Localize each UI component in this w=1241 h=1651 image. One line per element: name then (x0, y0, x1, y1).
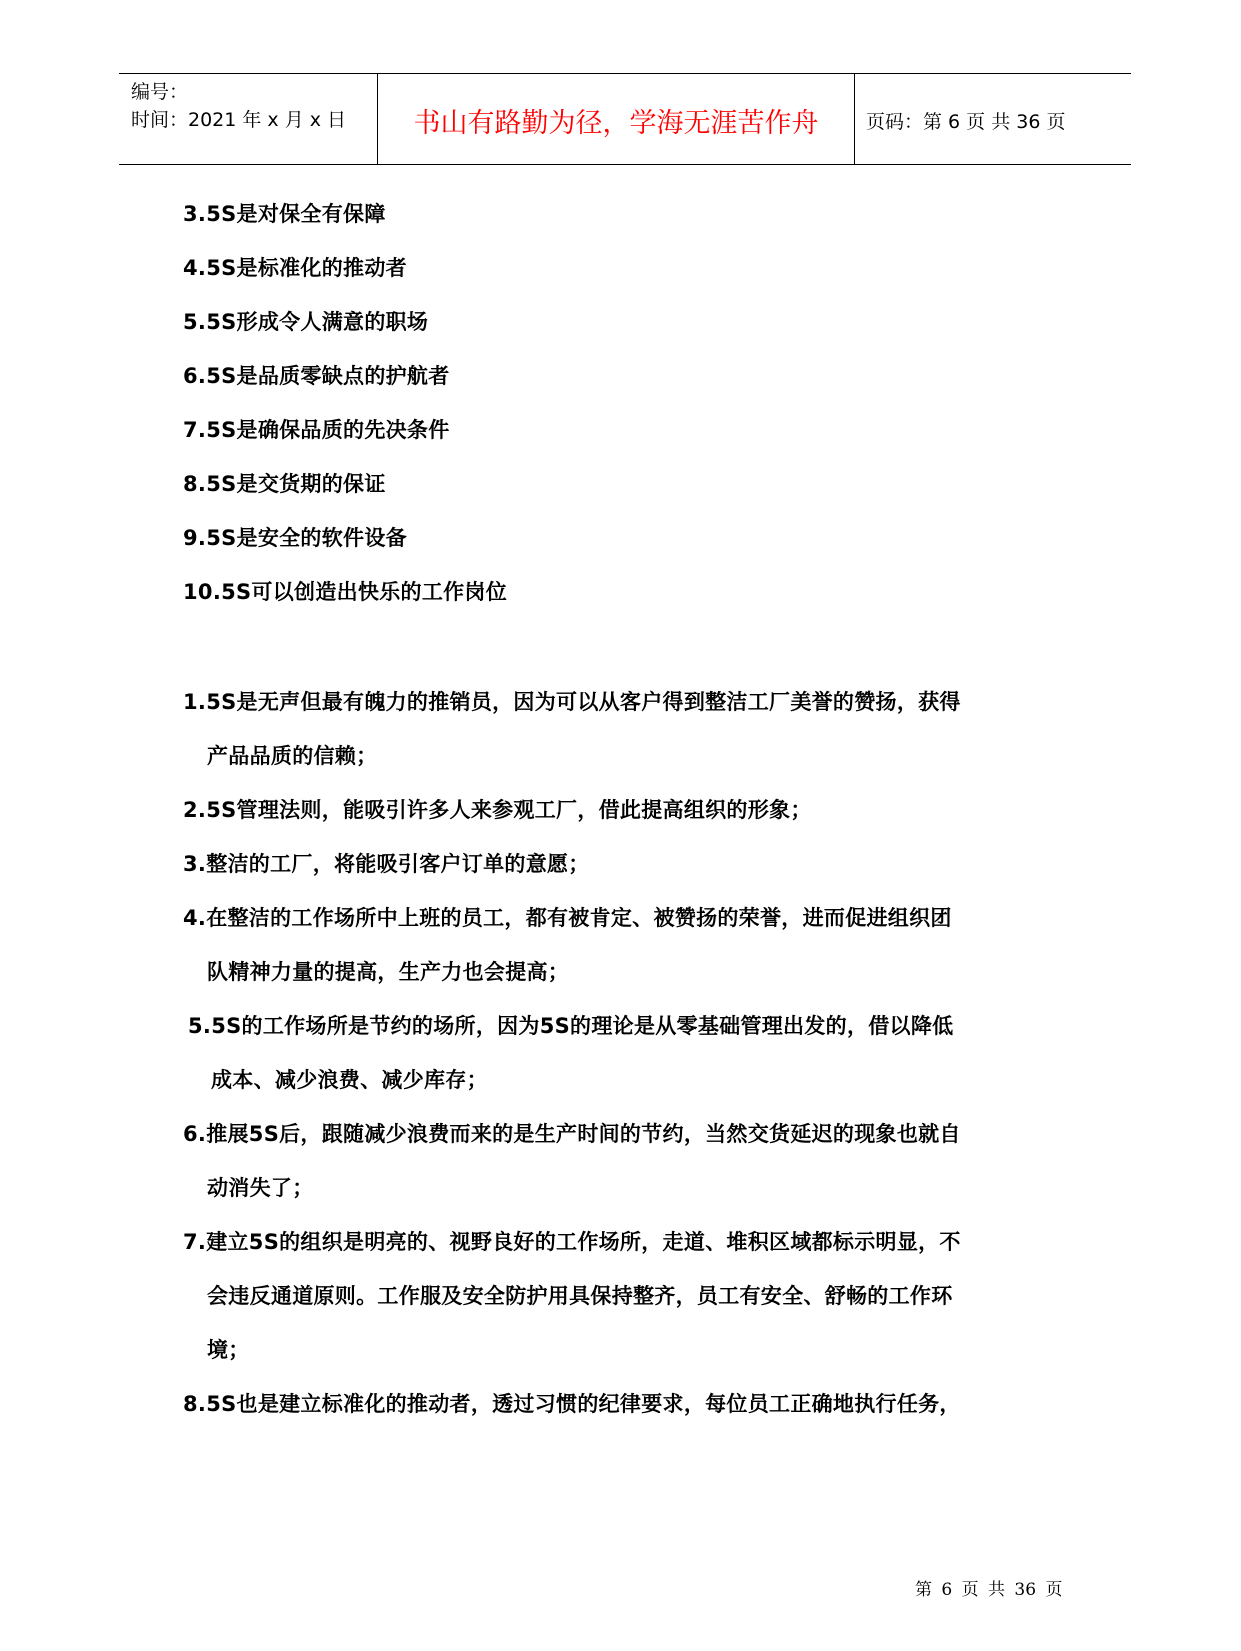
paragraph-line: 3.整洁的工厂，将能吸引客户订单的意愿； (183, 852, 590, 876)
list-item: 5.5S形成令人满意的职场 (183, 310, 429, 334)
page-footer: 第 6 页 共 36 页 (915, 1580, 1063, 1600)
list-item: 7.5S是确保品质的先决条件 (183, 418, 450, 442)
paragraph-line: 7.建立5S的组织是明亮的、视野良好的工作场所，走道、堆积区域都标示明显，不 (183, 1230, 961, 1254)
list-item: 6.5S是品质零缺点的护航者 (183, 364, 450, 388)
paragraph-line: 5.5S的工作场所是节约的场所，因为5S的理论是从零基础管理出发的，借以降低 (188, 1014, 954, 1038)
header-number-label: 编号： (131, 81, 189, 103)
paragraph-line: 境； (207, 1338, 250, 1362)
paragraph-line: 产品品质的信赖； (207, 744, 378, 768)
list-item: 4.5S是标准化的推动者 (183, 256, 407, 280)
list-item: 9.5S是安全的软件设备 (183, 526, 407, 550)
header-meta (131, 78, 346, 134)
header-time-label: 时间：2021 年 x 月 x 日 (131, 109, 347, 131)
header-divider (854, 74, 855, 164)
paragraph-line: 4.在整洁的工作场所中上班的员工，都有被肯定、被赞扬的荣誉，进而促进组织团 (183, 906, 952, 930)
header-page-label: 页码：第 6 页 共 36 页 (866, 110, 1066, 133)
list-item: 10.5S可以创造出快乐的工作岗位 (183, 580, 508, 604)
header-motto: 书山有路勤为径，学海无涯苦作舟 (413, 107, 819, 139)
paragraph-line: 1.5S是无声但最有魄力的推销员，因为可以从客户得到整洁工厂美誉的赞扬，获得 (183, 690, 961, 714)
paragraph-line: 2.5S管理法则，能吸引许多人来参观工厂，借此提高组织的形象； (183, 798, 812, 822)
paragraph-line: 会违反通道原则。工作服及安全防护用具保持整齐，员工有安全、舒畅的工作环 (207, 1284, 953, 1308)
paragraph-line: 动消失了； (207, 1176, 314, 1200)
paragraph-line: 队精神力量的提高，生产力也会提高； (207, 960, 570, 984)
paragraph-line: 成本、减少浪费、减少库存； (211, 1068, 488, 1092)
list-item: 8.5S是交货期的保证 (183, 472, 386, 496)
page-header (119, 73, 1131, 165)
paragraph-line: 8.5S也是建立标准化的推动者，透过习惯的纪律要求，每位员工正确地执行任务， (183, 1392, 961, 1416)
paragraph-line: 6.推展5S后，跟随减少浪费而来的是生产时间的节约，当然交货延迟的现象也就自 (183, 1122, 961, 1146)
list-item: 3.5S是对保全有保障 (183, 202, 386, 226)
